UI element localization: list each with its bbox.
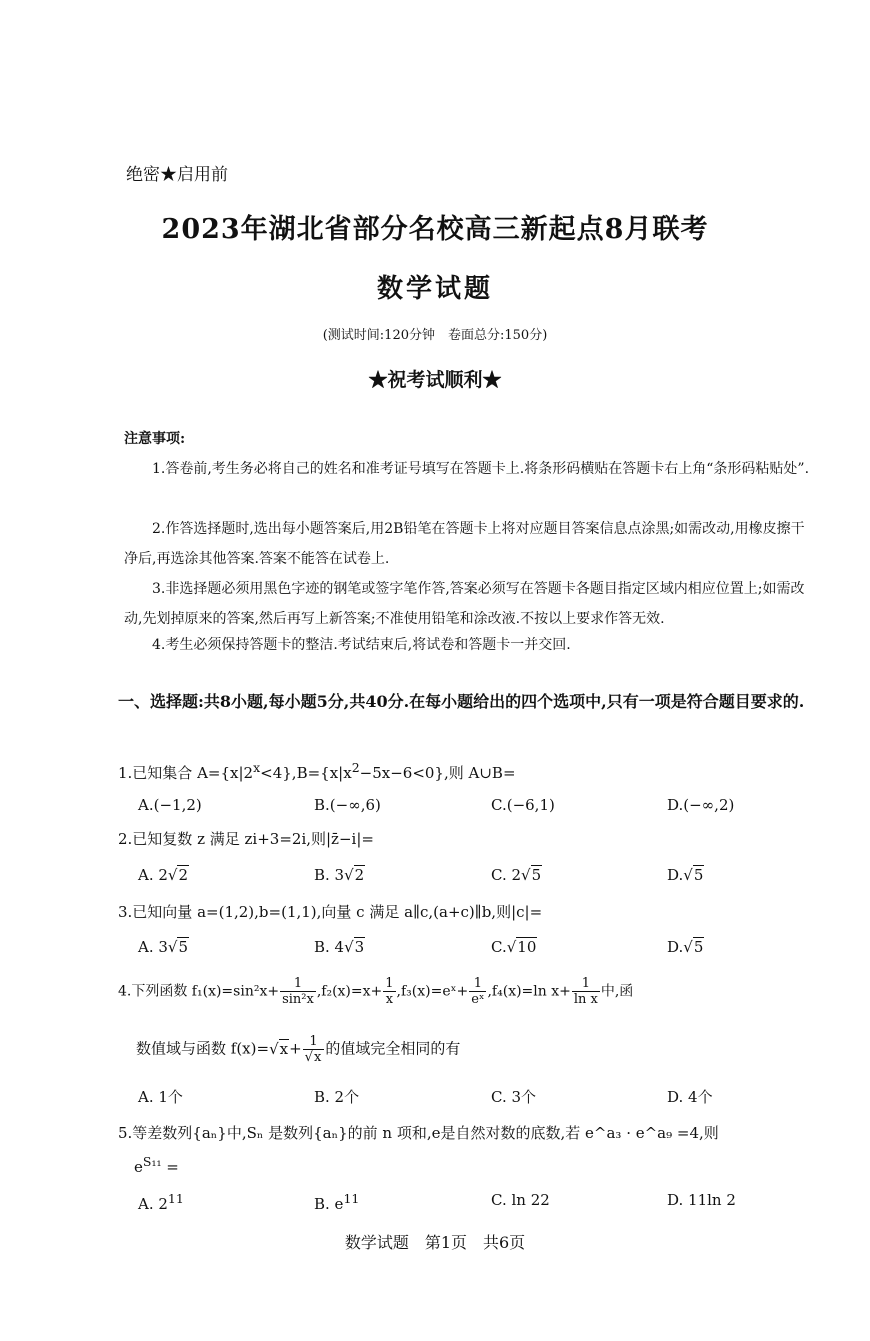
fraction bbox=[469, 976, 486, 1007]
radicand: x bbox=[279, 1039, 289, 1058]
note-item: 3.非选择题必须用黑色字迹的钢笔或签字笔作答,答案必须写在答题卡各题目指定区域内相应位置上;如需改动,先划掉原来的答案,然后再写上新答案;不准使用铅笔和涂改液.不按以上要求作答无效. bbox=[124, 581, 805, 627]
radicand: 5 bbox=[178, 938, 189, 956]
radicand: x bbox=[313, 1050, 322, 1065]
radicand: 2 bbox=[178, 866, 189, 884]
exponent: 11 bbox=[167, 1191, 184, 1206]
numerator: 1 bbox=[572, 976, 600, 992]
exponent: 11 bbox=[343, 1191, 360, 1206]
q5-option-b bbox=[314, 1191, 359, 1213]
q4-option-d: D. 4个 bbox=[667, 1088, 713, 1106]
radicand: 10 bbox=[517, 938, 537, 956]
sqrt-sign: √2 bbox=[167, 866, 189, 884]
question-2-stem: 2.已知复数 z 满足 zi+3=2i,则|z̄−i|= bbox=[118, 830, 374, 848]
q1-sup: 2 bbox=[351, 760, 360, 775]
denominator: sin²x bbox=[282, 992, 314, 1007]
option-prefix: D. bbox=[667, 866, 684, 884]
question-4-line2 bbox=[136, 1034, 836, 1065]
q4-text: ,f₃(x)=eˣ+ bbox=[396, 983, 469, 1000]
q1-option-a: A.(−1,2) bbox=[138, 796, 202, 814]
denominator: eˣ bbox=[471, 992, 485, 1007]
fraction bbox=[303, 1034, 325, 1065]
q4-text: 数值域与函数 f(x)= bbox=[136, 1039, 270, 1058]
q4-text: 中,函 bbox=[600, 983, 634, 1000]
q2-option-d bbox=[667, 866, 704, 884]
q1-option-c: C.(−6,1) bbox=[491, 796, 555, 814]
q1-option-d: D.(−∞,2) bbox=[667, 796, 735, 814]
q5-option-c: C. ln 22 bbox=[491, 1191, 550, 1209]
q3-option-a bbox=[138, 938, 189, 956]
radicand: 5 bbox=[693, 938, 704, 956]
exam-title: 2023年湖北省部分名校高三新起点8月联考 bbox=[161, 214, 709, 245]
question-5-line2 bbox=[134, 1154, 834, 1176]
notes-title: 注意事项: bbox=[124, 431, 186, 447]
numerator: 1 bbox=[469, 976, 486, 992]
question-3-stem: 3.已知向量 a=(1,2),b=(1,1),向量 c 满足 a∥c,(a+c)∥b,则|c|= bbox=[118, 903, 543, 921]
sqrt-sign: √5 bbox=[683, 866, 704, 884]
q1-option-b: B.(−∞,6) bbox=[314, 796, 381, 814]
good-luck-line: ★祝考试顺利★ bbox=[368, 369, 502, 391]
option-prefix: A. 2 bbox=[138, 866, 168, 884]
q2-option-a bbox=[138, 866, 189, 884]
question-4-stem bbox=[118, 976, 818, 1007]
option-prefix: B. 3 bbox=[314, 866, 345, 884]
q4-text: ,f₂(x)=x+ bbox=[316, 983, 383, 1000]
q1-text: <4},B={x|x bbox=[260, 764, 352, 782]
option-prefix: B. e bbox=[314, 1195, 344, 1213]
exam-meta: (测试时间:120分钟 卷面总分:150分) bbox=[322, 328, 548, 343]
radicand: 5 bbox=[693, 866, 704, 884]
q5-option-a bbox=[138, 1191, 184, 1213]
fraction bbox=[383, 976, 395, 1007]
q5-text: = bbox=[161, 1158, 179, 1176]
radicand: 3 bbox=[354, 938, 365, 956]
q5-option-d: D. 11ln 2 bbox=[667, 1191, 736, 1209]
numerator: 1 bbox=[385, 976, 394, 991]
q4-text: 的值域完全相同的有 bbox=[325, 1039, 461, 1058]
q4-text: ,f₄(x)=ln x+ bbox=[487, 983, 571, 1000]
fraction bbox=[280, 976, 316, 1007]
option-prefix: D. bbox=[667, 938, 684, 956]
numerator: 1 bbox=[303, 1034, 325, 1050]
numerator: 1 bbox=[280, 976, 316, 992]
radicand: 5 bbox=[531, 866, 542, 884]
sqrt-sign: √5 bbox=[521, 866, 542, 884]
denominator: ln x bbox=[573, 992, 598, 1007]
sqrt-sign: √x bbox=[304, 1050, 322, 1065]
sqrt-sign: √3 bbox=[344, 938, 365, 956]
question-5-stem: 5.等差数列{aₙ}中,Sₙ 是数列{aₙ}的前 n 项和,e是自然对数的底数,若 e^a₃ · e^a₉ =4,则 bbox=[118, 1124, 719, 1142]
q3-option-b bbox=[314, 938, 365, 956]
denominator: x bbox=[385, 992, 394, 1007]
note-item: 2.作答选择题时,选出每小题答案后,用2B铅笔在答题卡上将对应题目答案信息点涂黑;如需改动,用橡皮擦干净后,再选涂其他答案.答案不能答在试卷上. bbox=[124, 521, 805, 567]
sqrt-sign: √5 bbox=[167, 938, 189, 956]
denominator bbox=[303, 1050, 325, 1065]
q4-text: + bbox=[289, 1039, 302, 1058]
sqrt-sign: √10 bbox=[506, 938, 537, 956]
option-prefix: C. 2 bbox=[491, 866, 522, 884]
section-heading: 一、选择题:共8小题,每小题5分,共40分.在每小题给出的四个选项中,只有一项是符合题目要求的. bbox=[118, 692, 805, 711]
page-footer: 数学试题 第1页 共6页 bbox=[344, 1233, 526, 1252]
exam-subtitle: 数学试题 bbox=[376, 274, 493, 304]
q1-sup: x bbox=[253, 760, 261, 775]
fraction bbox=[572, 976, 600, 1007]
note-item: 4.考生必须保持答题卡的整洁.考试结束后,将试卷和答题卡一并交回. bbox=[152, 637, 571, 653]
q4-option-a: A. 1个 bbox=[138, 1088, 183, 1106]
sqrt-sign: √5 bbox=[683, 938, 704, 956]
note-item: 1.答卷前,考生务必将自己的姓名和准考证号填写在答题卡上.将条形码横贴在答题卡右上角“条形码粘贴处”. bbox=[152, 461, 810, 477]
q3-option-d bbox=[667, 938, 704, 956]
option-prefix: B. 4 bbox=[314, 938, 345, 956]
q5-text: e bbox=[134, 1158, 143, 1176]
q3-option-c bbox=[491, 938, 537, 956]
sqrt-sign: √x bbox=[269, 1039, 289, 1058]
confidential-label: 绝密★启用前 bbox=[126, 165, 228, 185]
option-prefix: C. bbox=[491, 938, 507, 956]
q5-sup: S₁₁ bbox=[142, 1154, 162, 1169]
q1-text: 1.已知集合 A={x|2 bbox=[118, 764, 254, 782]
q2-option-b bbox=[314, 866, 365, 884]
question-1-stem bbox=[118, 760, 818, 783]
q4-text: 4.下列函数 f₁(x)=sin²x+ bbox=[118, 983, 280, 1000]
q4-option-b: B. 2个 bbox=[314, 1088, 360, 1106]
q2-option-c bbox=[491, 866, 542, 884]
option-prefix: A. 2 bbox=[138, 1195, 168, 1213]
q4-option-c: C. 3个 bbox=[491, 1088, 537, 1106]
option-prefix: A. 3 bbox=[138, 938, 168, 956]
sqrt-sign: √2 bbox=[344, 866, 365, 884]
q1-text: −5x−6<0},则 A∪B= bbox=[359, 764, 516, 782]
radicand: 2 bbox=[354, 866, 365, 884]
